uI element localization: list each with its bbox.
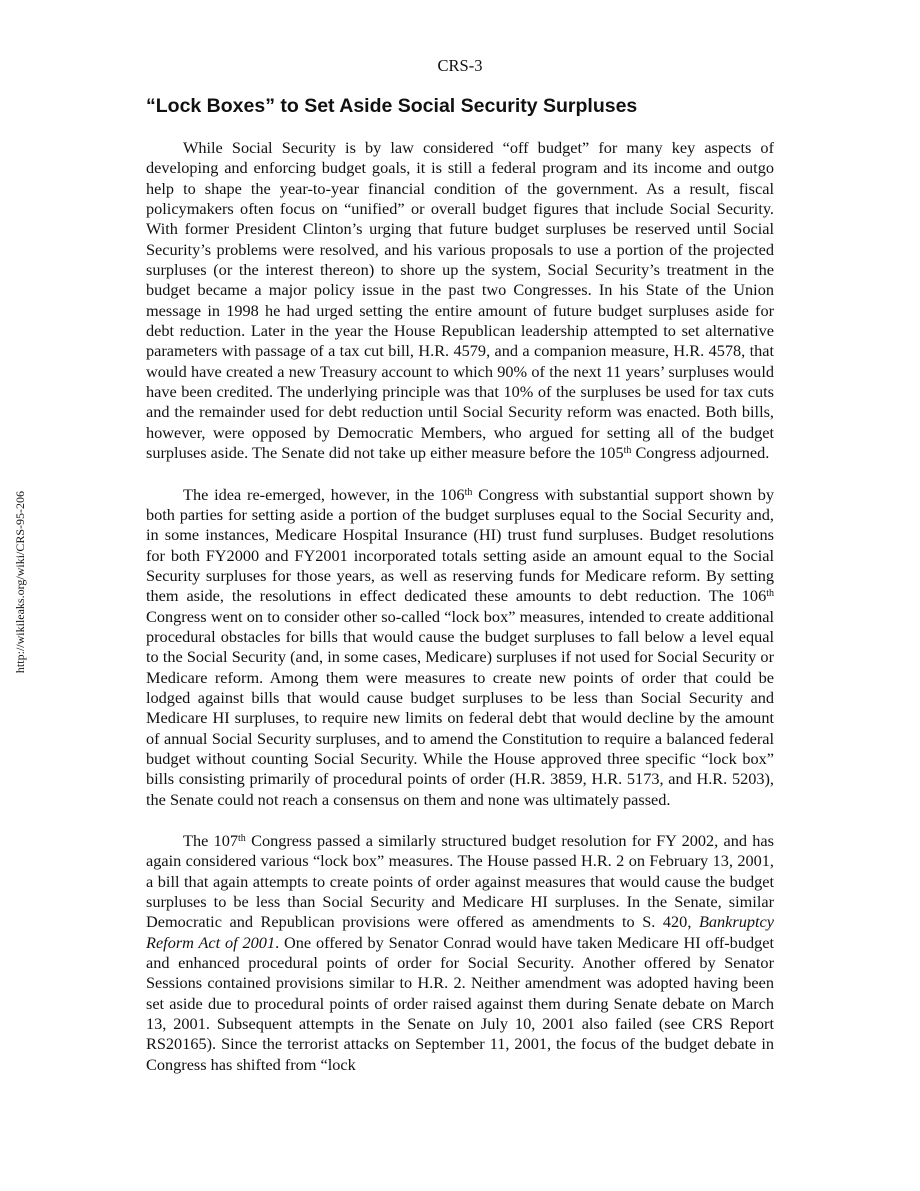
paragraph-1-text: While Social Security is by law considered “off budget” for many key aspects of developing and enforcing budget goals, it is still a federal program and its income and outgo help to shape the year-to-year financial condition of the government. As a result, fiscal policymakers often focus on “unified” or overall budget figures that include Social Security. With former President Clinton’s urging that future budget surpluses be reserved until Social Security’s problems were resolved, and his various proposals to use a portion of the projected surpluses (or the interest thereon) to shore up the system, Social Security’s treatment in the budget became a major policy issue in the past two Congresses. In his State of the Union message in 1998 he had urged setting the entire amount of future budget surpluses aside for debt reduction. Later in the year the House Republican leadership attempted to set alternative parameters with passage of a tax cut bill, H.R. 4579, and a companion measure, H.R. 4578, that would have created a new Treasury account to which 90% of the next 11 years’ surpluses would have been credited. The underlying principle was that 10% of the surpluses be used for tax cuts and the remainder used for debt reduction until Social Security reform was enacted. Both bills, however, were opposed by Democratic Members, who argued for setting all of the budget surpluses aside. The Senate did not take up either measure before the 105: [146, 138, 774, 463]
paragraph-3-text-3: . One offered by Senator Conrad would have taken Medicare HI off-budget and enhanced procedural points of order for Social Security. Another offered by Senator Sessions contained provisions similar to H.R. 2. Neither amendment was adopted having been set aside due to procedural points of order raised against them during Senate debate on March 13, 2001. Subsequent attempts in the Senate on July 10, 2001 also failed (see CRS Report RS20165). Since the terrorist attacks on September 11, 2001, the focus of the budget debate in Congress has shifted from “lock: [146, 932, 774, 1074]
paragraph-2-text-2: Congress with substantial support shown by both parties for setting aside a portion of the budget surpluses equal to the Social Security and, in some instances, Medicare Hospital Insurance (HI) trust fund surpluses. Budget resolutions for both FY2000 and FY2001 incorporated totals setting aside an amount equal to the Social Security surpluses for those years, as well as reserving funds for Medicare reform. By setting them aside, the resolutions in effect dedicated these amounts to debt reduction. The 106: [146, 484, 774, 606]
section-heading: “Lock Boxes” to Set Aside Social Security Surpluses: [146, 95, 638, 117]
paragraph-2-text: The idea re-emerged, however, in the 106: [183, 484, 465, 504]
ordinal-superscript: th: [766, 588, 774, 600]
ordinal-superscript: th: [238, 833, 246, 844]
paragraph-3: [146, 831, 774, 1075]
paragraph-2-text-3: Congress went on to consider other so-called “lock box” measures, intended to create additional procedural obstacles for bills that would cause the budget surpluses to fall below a level equal to the Social Security (and, in some cases, Medicare) surpluses if not used for Social Security or Medicare reform. Among them were measures to create new points of order that could be lodged against bills that would cause budget surpluses to be less than Social Security and Medicare HI surpluses, to require new limits on federal debt that would decline by the amount of annual Social Security surpluses, and to amend the Constitution to require a balanced federal budget without counting Social Security. While the House approved three specific “lock box” bills consisting primarily of procedural points of order (H.R. 3859, H.R. 5173, and H.R. 5203), the Senate could not reach a consensus on them and none was ultimately passed.: [146, 606, 774, 809]
ordinal-superscript: th: [623, 445, 632, 457]
act-title-italic: Bankruptcy Reform Act of 2001: [146, 912, 774, 952]
ordinal-superscript: th: [464, 486, 473, 498]
page-number-header: CRS-3: [437, 56, 483, 75]
source-url-margin-text: http://wikileaks.org/wiki/CRS-95-206: [13, 490, 27, 674]
paragraph-1: [146, 138, 774, 464]
paragraph-3-text-2: Congress passed a similarly structured budget resolution for FY 2002, and has again considered various “lock box” measures. The House passed H.R. 2 on February 13, 2001, a bill that again attempts to create points of order against measures that would cause the budget surpluses to be less than Social Security and Medicare HI surpluses. In the Senate, similar Democratic and Republican provisions were offered as amendments to S. 420,: [146, 831, 774, 932]
document-body: [146, 92, 774, 1096]
paragraph-3-text: The 107: [183, 831, 239, 850]
paragraph-1-tail: Congress adjourned.: [631, 443, 770, 463]
paragraph-2: [146, 485, 774, 811]
